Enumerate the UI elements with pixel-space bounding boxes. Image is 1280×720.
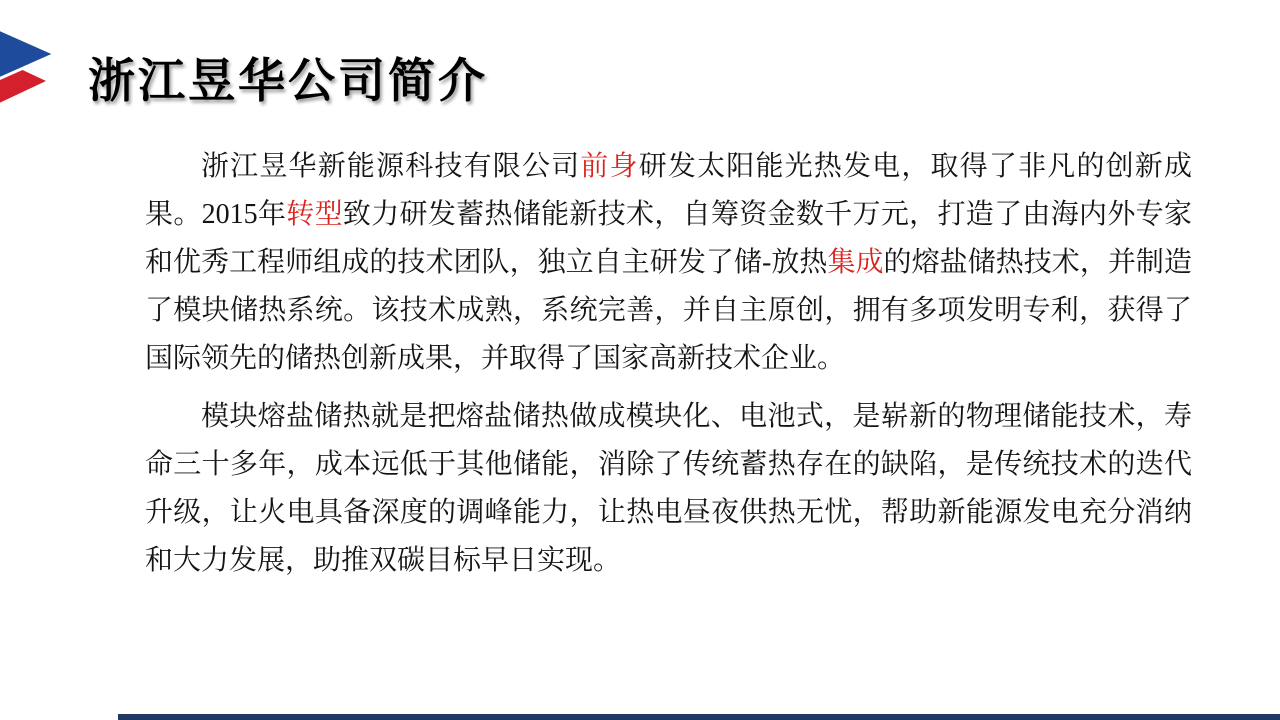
double-triangle-icon bbox=[0, 8, 62, 118]
highlighted-text: 前身 bbox=[580, 151, 639, 182]
highlighted-text: 集成 bbox=[827, 247, 884, 278]
body-text-run: 浙江昱华新能源科技有限公司 bbox=[201, 151, 581, 182]
body-text-run: 模块熔盐储热就是把熔盐储热做成模块化、电池式，是崭新的物理储能技术，寿命三十多年，成本远低于其他储能，消除了传统蓄热存在的缺陷，是传统技术的迭代升级，让火电具备深度的调峰能力，让热电昼夜供热无忧，帮助新能源发电充分消纳和大力发展，助推双碳目标早日实现。 bbox=[145, 401, 1192, 576]
body-text-run: 研发太阳能光热发电，取得了非凡的创新成果。2015年 bbox=[145, 151, 1192, 230]
body-text-run: 致力研发蓄热储能新技术，自筹资金数千万元，打造了由海内外专家和优秀工程师组成的技术团队，独立自主研发了储-放热 bbox=[145, 199, 1192, 278]
body-paragraph bbox=[145, 143, 1192, 383]
bottom-accent-bar bbox=[118, 714, 1280, 720]
body-text-run: 的熔盐储热技术，并制造了模块储热系统。该技术成熟，系统完善，并自主原创，拥有多项发明专利，获得了国际领先的储热创新成果，并取得了国家高新技术企业。 bbox=[145, 247, 1192, 374]
body-paragraph bbox=[145, 393, 1192, 585]
company-intro-text bbox=[145, 143, 1192, 585]
slide-title: 浙江昱华公司简介 bbox=[88, 54, 488, 107]
highlighted-text: 转型 bbox=[286, 199, 343, 230]
